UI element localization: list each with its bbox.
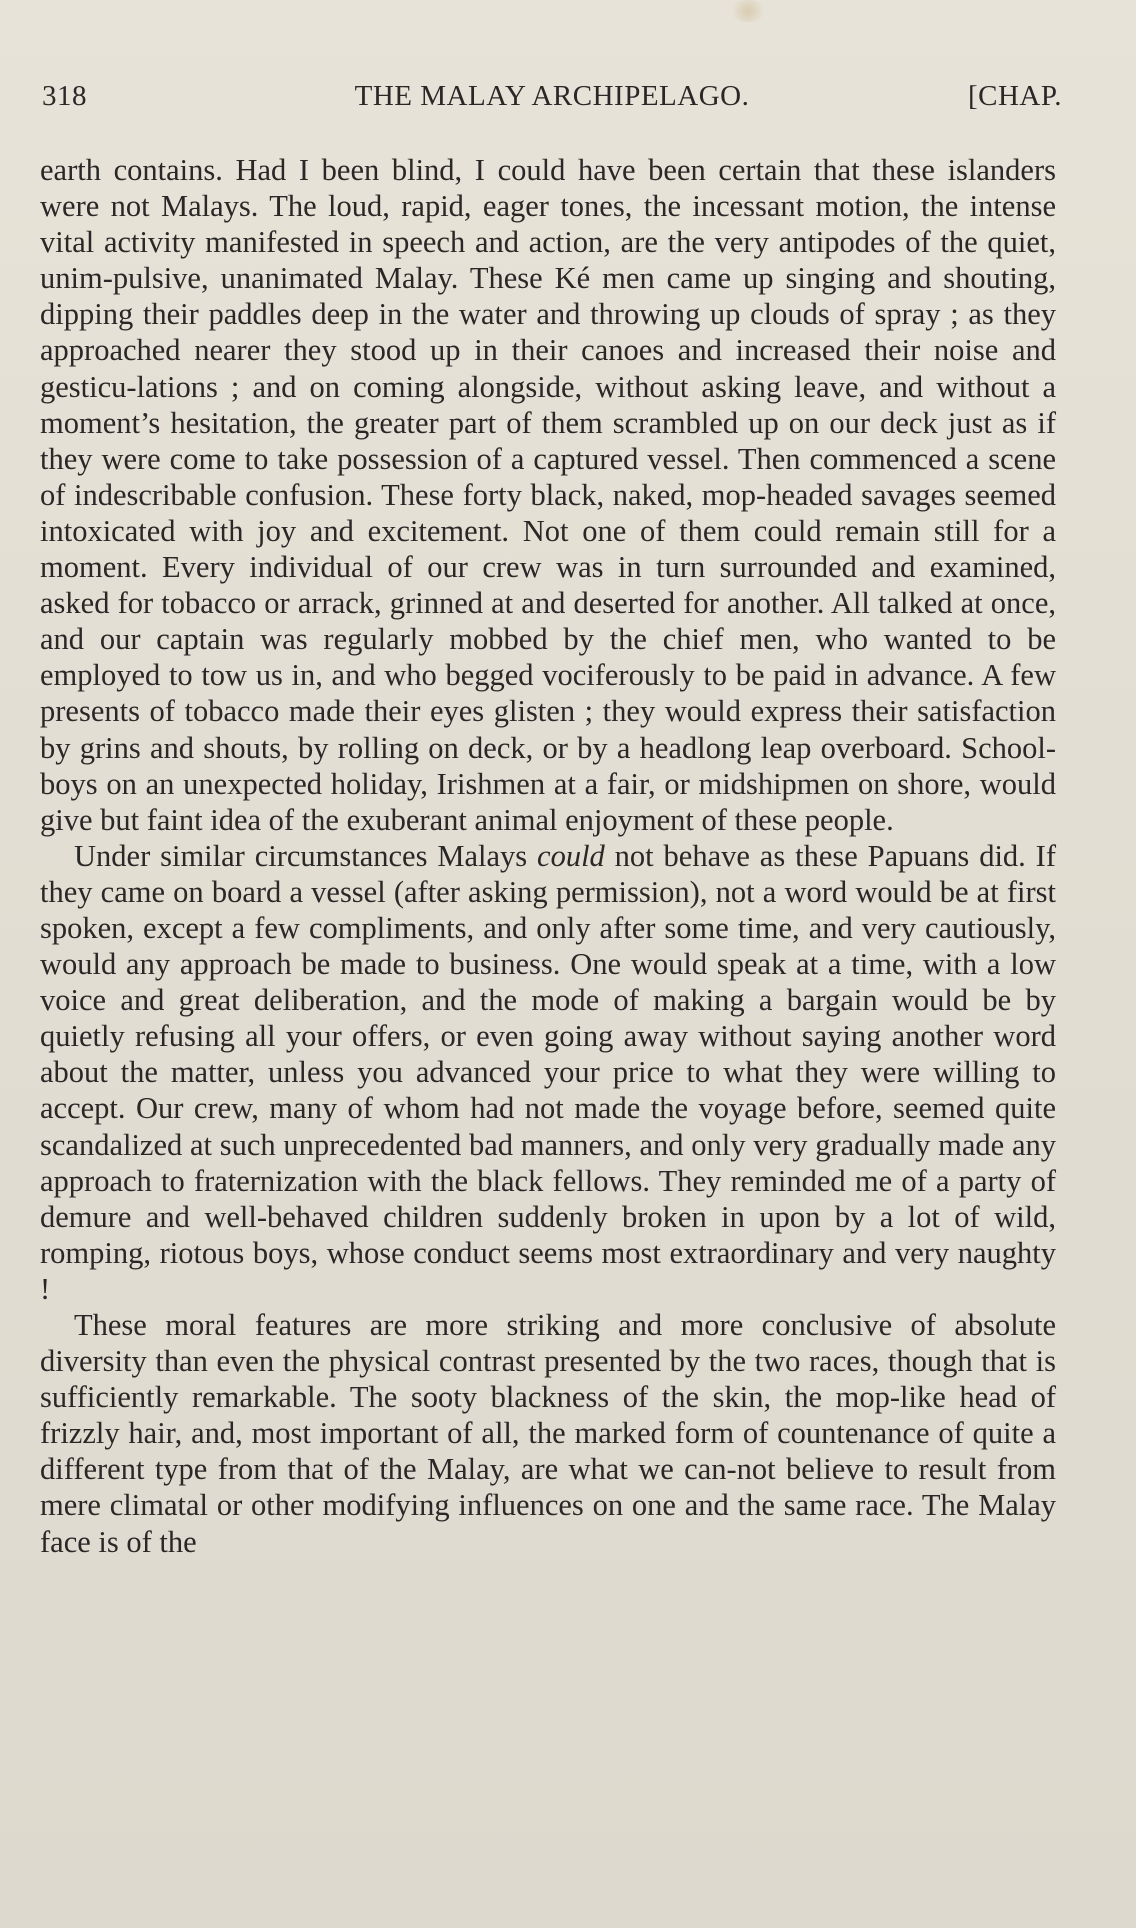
page-number: 318 [42,80,87,112]
paragraph-2-start: Under similar circumstances Malays [74,838,538,873]
paragraph-2-rest: not behave as these Papuans did. If they came on board a vessel (after asking permission), not a word would be at first spoken, except a few compliments, and only after some time, and very cautiously, would any approach be made to business. One would speak at a time, with a low voice and great deliberation, and the mode of making a bargain would be by quietly refusing all your offers, or even going away without saying another word about the matter, unless you advanced your price to what they were willing to accept. Our crew, many of whom had not made the voyage before, seemed quite scandalized at such unprecedented bad manners, and only very gradually made any approach to fraternization with the black fellows. They reminded me of a party of demure and well-behaved children suddenly broken in upon by a lot of wild, romping, riotous boys, whose conduct seems most extraordinary and very naughty ! [40,838,1056,1306]
body-text [40,152,1056,1560]
chapter-marker: [CHAP. [967,80,1062,112]
paragraph-3: These moral features are more striking and more conclusive of absolute diversity than even the physical contrast presented by the two races, though that is sufficiently remarkable. The sooty blackness of the skin, the mop-like head of frizzly hair, and, most important of all, the marked form of countenance of quite a different type from that of the Malay, are what we can-not believe to result from mere climatal or other modifying influences on one and the same race. The Malay face is of the [40,1308,1056,1559]
paragraph-2 [40,838,1056,1307]
running-head [42,76,1062,116]
emphasized-word: could [537,838,605,873]
paper-stain [728,0,768,22]
book-title: THE MALAY ARCHIPELAGO. [354,80,750,112]
paragraph-1: earth contains. Had I been blind, I could have been certain that these islanders were not Malays. The loud, rapid, eager tones, the incessant motion, the intense vital activity manifested in speech and action, are the very antipodes of the quiet, unim-pulsive, unanimated Malay. These Ké men came up singing and shouting, dipping their paddles deep in the water and throwing up clouds of spray ; as they approached nearer they stood up in their canoes and increased their noise and gesticu-lations ; and on coming alongside, without asking leave, and without a moment’s hesitation, the greater part of them scrambled up on our deck just as if they were come to take possession of a captured vessel. Then commenced a scene of indescribable confusion. These forty black, naked, mop-headed savages seemed intoxicated with joy and excitement. Not one of them could remain still for a moment. Every individual of our crew was in turn surrounded and examined, asked for tobacco or arrack, grinned at and deserted for another. All talked at once, and our captain was regularly mobbed by the chief men, who wanted to be employed to tow us in, and who begged vociferously to be paid in advance. A few presents of tobacco made their eyes glisten ; they would express their satisfaction by grins and shouts, by rolling on deck, or by a headlong leap overboard. School-boys on an unexpected holiday, Irishmen at a fair, or midshipmen on shore, would give but faint idea of the exuberant animal enjoyment of these people. [40,153,1056,837]
